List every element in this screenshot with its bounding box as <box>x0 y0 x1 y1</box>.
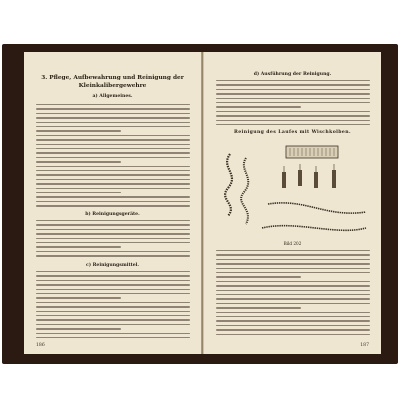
text-line <box>36 174 190 175</box>
text-line <box>36 333 190 334</box>
subheading-d: d) Ausführung der Reinigung. <box>253 72 332 77</box>
cord-loop-icon <box>262 226 366 231</box>
text-line <box>216 303 370 304</box>
text-line <box>36 108 190 109</box>
text-line <box>36 280 190 281</box>
text-line <box>36 255 190 256</box>
cord-loop-icon <box>268 203 366 213</box>
text-line <box>216 84 370 85</box>
page-number-left: 186 <box>36 343 45 348</box>
text-line <box>36 130 121 131</box>
text-line <box>36 324 190 325</box>
text-line <box>216 89 370 90</box>
text-line <box>36 205 190 206</box>
text-line <box>216 263 370 264</box>
subheading-c: c) Reinigungsmittel. <box>86 263 139 268</box>
weight-icon <box>314 166 318 188</box>
text-line <box>36 251 190 252</box>
text-line <box>216 325 370 326</box>
brush-icon <box>286 146 338 158</box>
text-line <box>216 316 370 317</box>
text-line <box>36 302 190 303</box>
section-title <box>34 74 191 90</box>
text-line <box>36 297 121 298</box>
text-line <box>216 98 370 99</box>
subheading-a: a) Allgemeines. <box>92 94 133 99</box>
text-line <box>36 201 190 202</box>
text-line <box>36 104 190 105</box>
text-line <box>36 229 190 230</box>
text-line <box>36 166 190 167</box>
text-line <box>216 106 301 107</box>
text-line <box>216 334 370 335</box>
text-line <box>36 306 190 307</box>
text-line <box>216 250 370 251</box>
text-line <box>36 319 190 320</box>
text-line <box>36 152 190 153</box>
weight-icon <box>298 164 302 186</box>
open-book <box>2 44 398 364</box>
text-line <box>36 289 190 290</box>
text-line <box>36 284 190 285</box>
text-line <box>216 285 370 286</box>
text-line <box>36 113 190 114</box>
text-line <box>36 246 121 247</box>
weight-icon <box>332 164 336 188</box>
cleaning-cord-icon <box>225 154 232 216</box>
text-line <box>36 337 190 338</box>
text-line <box>36 170 190 171</box>
text-line <box>36 233 190 234</box>
text-line <box>36 238 190 239</box>
text-line <box>216 307 301 308</box>
section-title-line2: Kleinkalibergewehre <box>78 83 147 89</box>
text-line <box>36 196 190 197</box>
subheading-wischkolben: Reinigung des Laufes mit Wischkolben. <box>234 130 351 135</box>
text-line <box>216 259 370 260</box>
text-line <box>216 115 370 116</box>
text-line <box>36 311 190 312</box>
figure-caption: Bild 202 <box>283 241 302 246</box>
text-line <box>216 254 370 255</box>
page-number-right: 187 <box>360 343 369 348</box>
text-line <box>36 271 190 272</box>
text-line <box>216 290 370 291</box>
text-line <box>216 320 370 321</box>
text-line <box>216 93 370 94</box>
text-line <box>36 183 190 184</box>
cleaning-chain-icon <box>241 158 248 224</box>
text-line <box>36 293 190 294</box>
text-line <box>216 80 370 81</box>
text-line <box>36 117 190 118</box>
text-line <box>36 242 190 243</box>
subheading-b: b) Reinigungsgeräte. <box>85 212 140 217</box>
left-page <box>24 52 202 354</box>
text-line <box>36 275 190 276</box>
text-line <box>216 272 370 273</box>
text-line <box>36 188 190 189</box>
text-line <box>36 192 121 193</box>
text-line <box>36 224 190 225</box>
text-line <box>216 268 370 269</box>
text-line <box>36 328 121 329</box>
text-line <box>216 120 370 121</box>
text-line <box>36 157 190 158</box>
text-line <box>36 161 121 162</box>
text-line <box>36 126 190 127</box>
text-line <box>36 122 190 123</box>
text-line <box>36 144 190 145</box>
weight-icon <box>282 166 286 188</box>
text-line <box>36 148 190 149</box>
text-line <box>216 294 370 295</box>
text-line <box>36 139 190 140</box>
text-line <box>216 124 370 125</box>
text-line <box>216 281 370 282</box>
text-line <box>36 220 190 221</box>
text-line <box>216 329 370 330</box>
text-line <box>36 135 190 136</box>
text-line <box>216 276 301 277</box>
text-line <box>216 102 370 103</box>
right-page <box>203 52 381 354</box>
section-title-line1: 3. Pflege, Aufbewahrung und Reinigung der <box>41 75 184 81</box>
text-line <box>216 312 370 313</box>
text-line <box>216 111 370 112</box>
text-line <box>216 298 370 299</box>
cleaning-tools-figure <box>216 144 370 242</box>
text-line <box>36 179 190 180</box>
text-line <box>36 315 190 316</box>
